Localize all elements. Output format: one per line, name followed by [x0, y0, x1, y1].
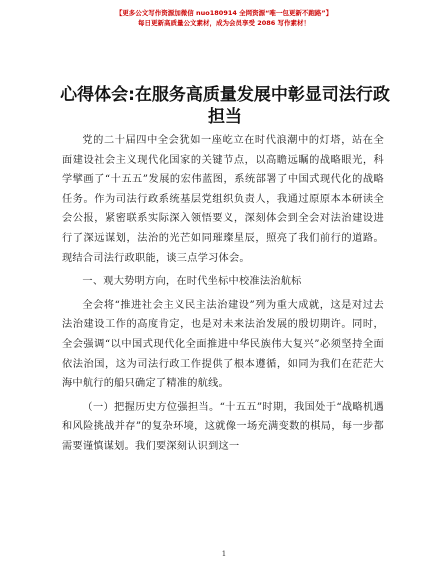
page-number: 1: [221, 550, 227, 558]
section-heading-1: 一、观大势明方向，在时代坐标中校准法治航标: [82, 276, 302, 288]
promo-banner: [0, 8, 448, 28]
paragraph-section-1: 全会将“推进社会主义民主法治建设”列为重大成就，这是对过去法治建设工作的高度肯定，也是对未来法治发展的殷切期许。同时，全会强调“以中国式现代化全面推进中华民族伟大复兴”必须坚持全面依法治国，这为司法行政工作提供了根本遵循，如同为我们在茫茫大海中航行的船只确定了精准的航线。: [62, 299, 384, 390]
paragraph-intro: 党的二十届四中全会犹如一座屹立在时代浪潮中的灯塔，站在全面建设社会主义现代化国家的关键节点，以高瞻远瞩的战略眼光，科学擘画了“十五五”发展的宏伟蓝图，系统部署了中国式现代化的战略任务。作为司法行政系统基层党组织负责人，我通过原原本本研读全会公报，紧密联系实际深入领悟要义，深刻体会到全会对法治建设进行了深远谋划，法治的光芒如同璀璨星辰，照亮了我们前行的道路。现结合司法行政职能，谈三点学习体会。: [62, 135, 384, 264]
document-body: [62, 131, 384, 461]
banner-line-1: 【更多公文写作资源加微信 nuo180914 全网资源“唯一包更新不跑路”】: [115, 9, 333, 17]
paragraph-subsection-1: （一）把握历史方位强担当。“十五五”时期，我国处于“战略机遇和风险挑战并存”的复杂环境，这就像一场充满变数的棋局，每一步都需要谨慎谋划。我们要深刻认识到这一: [62, 401, 384, 452]
banner-line-2: 每日更新高质量公文素材，成为会员享受 2086 写作素材！: [137, 19, 311, 27]
document-title: 心得体会:在服务高质量发展中彰显司法行政担当: [60, 85, 390, 127]
